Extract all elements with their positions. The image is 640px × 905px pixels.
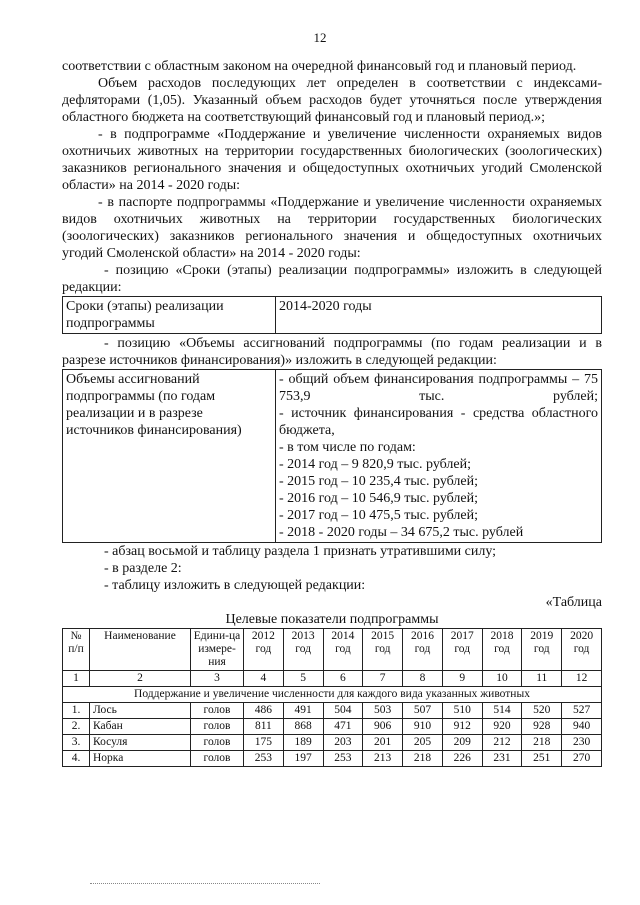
row-unit: голов — [191, 751, 244, 767]
section-title: Поддержание и увеличение численности для каждого вида указанных животных — [63, 687, 602, 703]
funding-line: - 2014 год – 9 820,9 тыс. рублей; — [279, 457, 472, 472]
col-number: 11 — [522, 671, 562, 687]
col-number: 10 — [482, 671, 522, 687]
row-value: 471 — [323, 719, 363, 735]
row-num: 2. — [63, 719, 90, 735]
funding-table — [62, 369, 602, 543]
funding-line: - 2017 год – 10 475,5 тыс. рублей; — [279, 508, 479, 523]
row-value: 189 — [283, 735, 323, 751]
header-year: 2016 год — [403, 629, 443, 671]
paragraph-9: - таблицу изложить в следующей редакции: — [104, 578, 366, 593]
col-number: 9 — [442, 671, 482, 687]
column-number-row — [63, 671, 602, 687]
row-value: 520 — [522, 703, 562, 719]
table-row — [63, 751, 602, 767]
col-number: 3 — [191, 671, 244, 687]
col-number: 1 — [63, 671, 90, 687]
row-value: 230 — [562, 735, 602, 751]
table-caption: Целевые показатели подпрограммы — [225, 612, 439, 627]
row-value: 486 — [244, 703, 284, 719]
row-num: 1. — [63, 703, 90, 719]
header-year: 2020 год — [562, 629, 602, 671]
col-number: 7 — [363, 671, 403, 687]
row-value: 491 — [283, 703, 323, 719]
paragraph-6: - позицию «Объемы ассигнований подпрограммы (по годам реализации и в разрезе источников финансирования)» изложить в следующей редакции: — [62, 336, 602, 368]
paragraph-4: - в паспорте подпрограммы «Поддержание и увеличение численности охраняемых видов охотничьих животных на территории государственных биологических (зоологических) заказников регионального значения и общедоступных охотничьих угодий Смоленской области» на 2014 - 2020 годы: — [62, 195, 602, 261]
row-value: 504 — [323, 703, 363, 719]
paragraph-1: соответствии с областным законом на очередной финансовый год и плановый период. — [62, 59, 577, 74]
header-year: 2015 год — [363, 629, 403, 671]
row-value: 510 — [442, 703, 482, 719]
document-body — [62, 58, 602, 767]
header-num: № п/п — [63, 629, 90, 671]
row-value: 507 — [403, 703, 443, 719]
row-value: 868 — [283, 719, 323, 735]
row-value: 270 — [562, 751, 602, 767]
header-year: 2018 год — [482, 629, 522, 671]
header-name: Наименование — [90, 629, 191, 671]
row-value: 928 — [522, 719, 562, 735]
row-unit: голов — [191, 719, 244, 735]
terms-table — [62, 296, 602, 334]
header-row — [63, 629, 602, 671]
row-value: 811 — [244, 719, 284, 735]
row-value: 940 — [562, 719, 602, 735]
row-value: 175 — [244, 735, 284, 751]
funding-line: - 2015 год – 10 235,4 тыс. рублей; — [279, 474, 479, 489]
funding-line: - общий объем финансирования подпрограммы – 75 753,9 тыс. рублей; — [279, 372, 598, 404]
row-value: 912 — [442, 719, 482, 735]
header-unit: Едини-ца измере-ния — [191, 629, 244, 671]
row-value: 226 — [442, 751, 482, 767]
table-row — [63, 719, 602, 735]
row-value: 218 — [403, 751, 443, 767]
funding-line: - 2016 год – 10 546,9 тыс. рублей; — [279, 491, 479, 506]
row-value: 253 — [244, 751, 284, 767]
row-value: 910 — [403, 719, 443, 735]
header-year: 2013 год — [283, 629, 323, 671]
table-row — [63, 703, 602, 719]
table-row — [63, 735, 602, 751]
paragraph-2: Объем расходов последующих лет определен в соответствии с индексами-дефляторами (1,05). Указанный объем расходов будет уточняться после утверждения областного бюджета на соответствующий финансовый год и плановый период.»; — [62, 76, 602, 125]
col-number: 5 — [283, 671, 323, 687]
col-number: 2 — [90, 671, 191, 687]
row-value: 201 — [363, 735, 403, 751]
page-number: 12 — [313, 30, 327, 45]
section-row — [63, 687, 602, 703]
row-name: Лось — [90, 703, 191, 719]
funding-label: Объемы ассигнований подпрограммы (по годам реализации и в разрезе источников финансирования) — [63, 370, 276, 543]
row-value: 203 — [323, 735, 363, 751]
row-value: 197 — [283, 751, 323, 767]
row-value: 231 — [482, 751, 522, 767]
row-value: 503 — [363, 703, 403, 719]
row-num: 3. — [63, 735, 90, 751]
row-name: Кабан — [90, 719, 191, 735]
row-name: Косуля — [90, 735, 191, 751]
paragraph-7: - абзац восьмой и таблицу раздела 1 признать утратившими силу; — [104, 544, 497, 559]
row-value: 253 — [323, 751, 363, 767]
header-year: 2014 год — [323, 629, 363, 671]
funding-line: - в том числе по годам: — [279, 440, 416, 455]
footer-divider — [90, 883, 320, 884]
funding-value — [276, 370, 602, 543]
row-value: 218 — [522, 735, 562, 751]
row-value: 527 — [562, 703, 602, 719]
row-num: 4. — [63, 751, 90, 767]
paragraph-3: - в подпрограмме «Поддержание и увеличение численности охраняемых видов охотничьих животных на территории государственных биологических (зоологических) заказников регионального значения и общедоступных охотничьих угодий Смоленской области» на 2014 - 2020 годы: — [62, 127, 602, 193]
row-unit: голов — [191, 735, 244, 751]
row-value: 213 — [363, 751, 403, 767]
col-number: 8 — [403, 671, 443, 687]
col-number: 4 — [244, 671, 284, 687]
funding-line: - 2018 - 2020 годы – 34 675,2 тыс. рублей — [279, 525, 524, 540]
col-number: 12 — [562, 671, 602, 687]
terms-label: Сроки (этапы) реализации подпрограммы — [63, 297, 276, 334]
header-year: 2019 год — [522, 629, 562, 671]
row-value: 251 — [522, 751, 562, 767]
row-value: 212 — [482, 735, 522, 751]
paragraph-5: - позицию «Сроки (этапы) реализации подпрограммы» изложить в следующей редакции: — [62, 263, 602, 295]
indicators-table — [62, 628, 602, 767]
table-title: «Таблица — [545, 595, 602, 610]
row-value: 906 — [363, 719, 403, 735]
row-value: 205 — [403, 735, 443, 751]
header-year: 2017 год — [442, 629, 482, 671]
row-value: 209 — [442, 735, 482, 751]
row-value: 920 — [482, 719, 522, 735]
funding-line: - источник финансирования - средства областного бюджета, — [279, 406, 598, 438]
row-value: 514 — [482, 703, 522, 719]
row-name: Норка — [90, 751, 191, 767]
paragraph-8: - в разделе 2: — [104, 561, 182, 576]
terms-value: 2014-2020 годы — [276, 297, 602, 334]
header-year: 2012 год — [244, 629, 284, 671]
col-number: 6 — [323, 671, 363, 687]
row-unit: голов — [191, 703, 244, 719]
